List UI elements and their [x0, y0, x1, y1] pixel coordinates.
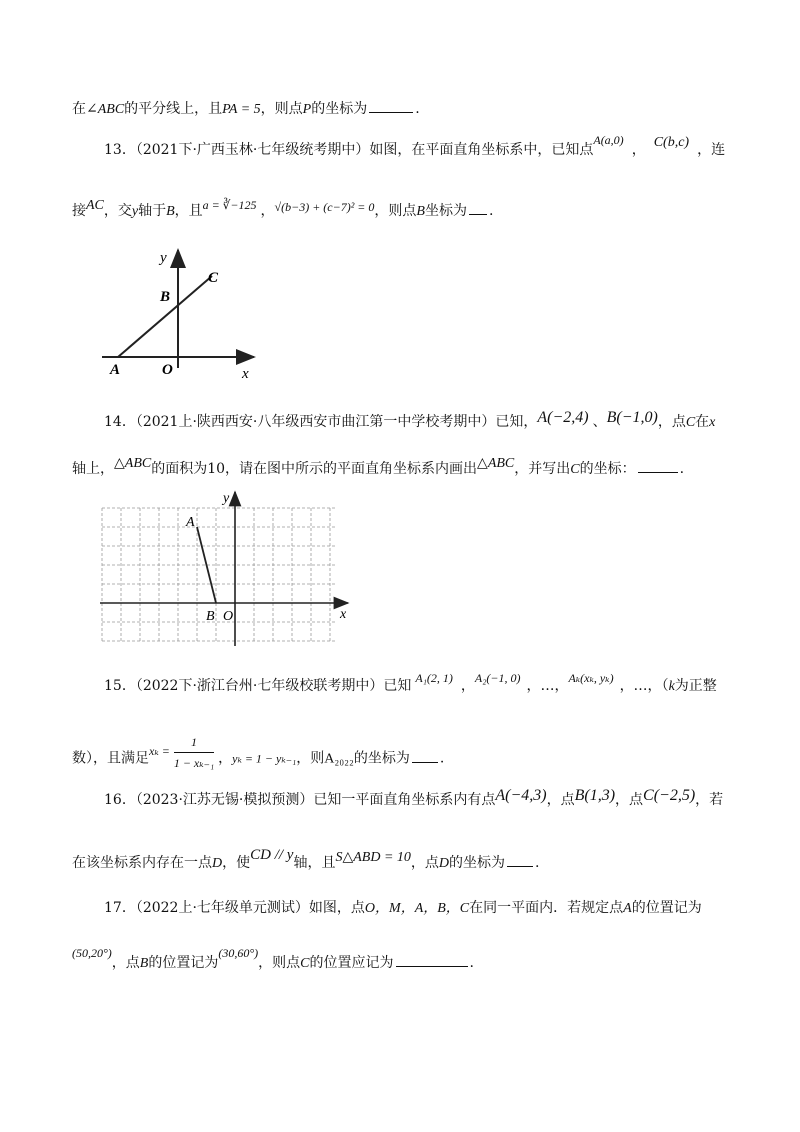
q12-answer-blank[interactable] — [369, 98, 413, 113]
q15-text-coord: 的坐标为 — [353, 750, 410, 767]
q15-point-a1: A₁(2, 1) — [415, 671, 453, 685]
q17-text-plane: 在同一平面内．若规定点 — [469, 900, 624, 916]
q13-point-c: C(b,c) — [653, 135, 690, 150]
q15-line1 — [104, 671, 717, 697]
q12-angle: ∠ABC — [86, 102, 125, 117]
q13-label-c: C — [208, 270, 219, 286]
q14-end: . — [679, 461, 685, 477]
q14-separator: 、 — [592, 414, 607, 430]
q16-text-dian: ，点 — [410, 855, 439, 871]
q17-text-record-b: 的位置记为 — [148, 955, 219, 971]
q12-text-post2: 的坐标为 — [311, 101, 368, 117]
q17-text-should: 的位置应记为 — [309, 955, 394, 971]
q14-text-write: ，并写出 — [514, 461, 571, 477]
q17-pos-a: (50,20°) — [72, 946, 112, 960]
q16-text-shi: ，使 — [222, 855, 251, 871]
q13-label-o: O — [162, 362, 173, 378]
q14-point-b: B(−1,0) — [606, 409, 658, 426]
q17-var-c: C — [300, 956, 310, 971]
q13-label-y: y — [160, 250, 167, 266]
q13-var-b: B — [166, 204, 175, 219]
q13-comma2: ， — [260, 203, 275, 219]
q12-text-mid: 的平分线上，且 — [124, 101, 223, 117]
q15-line2 — [72, 735, 445, 779]
q15-point-ak: Aₖ(xₖ, yₖ) — [568, 671, 614, 685]
q13-figure — [96, 244, 266, 384]
q15-text-satisfy: 数），且满足 — [72, 750, 149, 767]
q17-source: （2022上·七年级单元测试） — [135, 900, 309, 916]
q17-line1 — [104, 898, 702, 919]
q13-line2 — [72, 200, 493, 222]
q16-text-exists: 在该坐标系内存在一点 — [72, 855, 212, 871]
q16-text-dian2: ，点 — [615, 792, 644, 808]
q17-text-dian: ，点 — [111, 955, 140, 971]
q14-var-x: x — [709, 415, 716, 430]
q14-answer-blank[interactable] — [638, 458, 678, 473]
q15-dots2: ，…， — [619, 678, 662, 694]
q16-point-a: A(−4,3) — [495, 787, 547, 804]
q17-answer-blank[interactable] — [396, 952, 468, 967]
q13-text-zhouyu: 轴于 — [138, 203, 167, 219]
q13-text-qie: ，且 — [174, 203, 203, 219]
q15-number: 15． — [104, 678, 136, 694]
q16-text-dian1: ，点 — [546, 792, 575, 808]
q14-label-o: O — [223, 609, 234, 624]
q14-var-c2: C — [570, 462, 580, 477]
q14-label-y: y — [223, 491, 230, 506]
q14-source: （2021上·陕西西安·八年级西安市曲江第一中学校考期中） — [135, 414, 496, 430]
q14-line2 — [72, 458, 684, 480]
q15-a2022: A₂₀₂₂ — [324, 751, 354, 767]
q13-comma: ， — [631, 142, 646, 158]
q15-xk: xₖ = — [149, 743, 170, 758]
q14-text-zhou: 轴上， — [72, 461, 114, 477]
q12-condition: PA = 5 — [222, 102, 261, 117]
q14-grid-figure — [96, 488, 356, 648]
q16-number: 16． — [104, 792, 136, 808]
q17-line2 — [72, 946, 474, 974]
q13-segment-ac: AC — [86, 198, 104, 213]
q13-text-lian: ，连 — [697, 142, 726, 158]
q15-frac-num: 1 — [174, 732, 214, 753]
q16-text-coord: 的坐标为 — [449, 855, 506, 871]
q13-line1 — [104, 133, 726, 161]
q14-text-zai: 在 — [695, 414, 710, 430]
q15-text-ze: ，则 — [296, 750, 325, 767]
q14-number: 14． — [104, 414, 136, 430]
q16-text: 已知一平面直角坐标系内有点 — [313, 792, 496, 808]
q12-line — [72, 98, 420, 120]
q14-text: 已知， — [495, 414, 538, 430]
q17-text: 如图，点 — [308, 900, 365, 916]
q14-label-b: B — [206, 609, 215, 624]
q15-text-positive: 为正整 — [674, 678, 717, 694]
q17-text-ze: ，则点 — [258, 955, 301, 971]
q16-text-axis: 轴，且 — [293, 855, 336, 871]
q17-text-record: 的位置记为 — [631, 900, 702, 916]
q15-end: . — [439, 750, 445, 767]
q13-condition-a: a = ∛−125 — [202, 198, 257, 212]
q14-text-dian: ，点 — [657, 414, 686, 430]
q15-comma: ， — [460, 678, 475, 694]
q14-triangle: △ABC — [114, 456, 152, 471]
q16-point-b: B(1,3) — [574, 787, 616, 804]
q14-grid-lines — [102, 508, 336, 641]
q16-cd-parallel: CD // y — [250, 847, 294, 863]
q16-area: S△ABD = 10 — [335, 850, 411, 865]
q15-source: （2022下·浙江台州·七年级校联考期中） — [135, 678, 384, 694]
q13-number: 13． — [104, 142, 136, 158]
q16-source: （2023·江苏无锡·模拟预测） — [135, 792, 314, 808]
q13-source: （2021下·广西玉林·七年级统考期中） — [135, 142, 370, 158]
q13-y-axis: y — [131, 204, 139, 219]
q17-var-b: B — [139, 956, 149, 971]
q14-label-x: x — [340, 607, 347, 622]
q14-triangle2: △ABC — [477, 456, 515, 471]
q16-point-c: C(−2,5) — [643, 787, 696, 804]
q12-var-p: P — [302, 102, 312, 117]
q15-yk: yₖ = 1 − yₖ₋₁ — [232, 751, 297, 766]
q14-text-coord: 的坐标： — [579, 461, 636, 477]
q15-dots: ，…， — [526, 678, 569, 694]
q15-answer-blank[interactable] — [412, 748, 438, 763]
q16-line1 — [104, 787, 724, 810]
q13-point-a: A(a,0) — [593, 133, 624, 147]
q12-end: . — [415, 101, 420, 117]
q15-point-a2: A₂(−1, 0) — [474, 671, 521, 685]
q16-text-ruo: ，若 — [695, 792, 724, 808]
q15-fraction — [174, 732, 214, 773]
q17-end: . — [469, 955, 474, 971]
q16-answer-blank[interactable] — [507, 852, 533, 867]
q14-line1 — [104, 409, 716, 433]
q14-label-a: A — [186, 515, 195, 530]
q15-comma2: ， — [218, 750, 233, 767]
q13-label-x: x — [242, 366, 249, 382]
q14-text-area: 的面积为10，请在图中所示的平面直角坐标系内画出 — [151, 461, 478, 477]
q13-text-jiao: ，交 — [103, 203, 132, 219]
q16-var-d: D — [212, 856, 223, 871]
q13-label-b: B — [160, 289, 171, 305]
q17-points: O，M，A，B，C — [364, 901, 470, 916]
q14-var-c: C — [685, 415, 696, 430]
q13-text-zedian: ，则点 — [374, 203, 417, 219]
q17-pos-b: (30,60°) — [218, 946, 259, 960]
q13-text-jie: 接 — [72, 203, 86, 219]
q12-text-pre: 在 — [72, 101, 86, 117]
q15-text: 已知 — [383, 678, 412, 694]
q13-label-a: A — [110, 362, 121, 378]
q13-text: 如图，在平面直角坐标系中，已知点 — [369, 142, 594, 158]
q13-condition-bc: √(b−3) + (c−7)² = 0 — [274, 200, 375, 214]
q13-var-b2: B — [416, 204, 425, 219]
q16-line2 — [72, 847, 540, 874]
q17-var-a: A — [623, 901, 632, 916]
q13-end: . — [488, 203, 494, 219]
q13-text-zuobiao: 坐标为 — [424, 203, 467, 219]
q13-answer-blank[interactable] — [469, 200, 487, 215]
q14-point-a: A(−2,4) — [537, 409, 589, 426]
q15-var-k: k — [668, 679, 675, 694]
q12-text-post1: ，则点 — [260, 101, 303, 117]
q17-number: 17． — [104, 900, 136, 916]
q16-end: . — [535, 855, 540, 871]
q15-paren: （ — [661, 678, 669, 694]
q16-var-d2: D — [438, 856, 450, 871]
q15-frac-den: 1 − xₖ₋₁ — [173, 756, 215, 770]
